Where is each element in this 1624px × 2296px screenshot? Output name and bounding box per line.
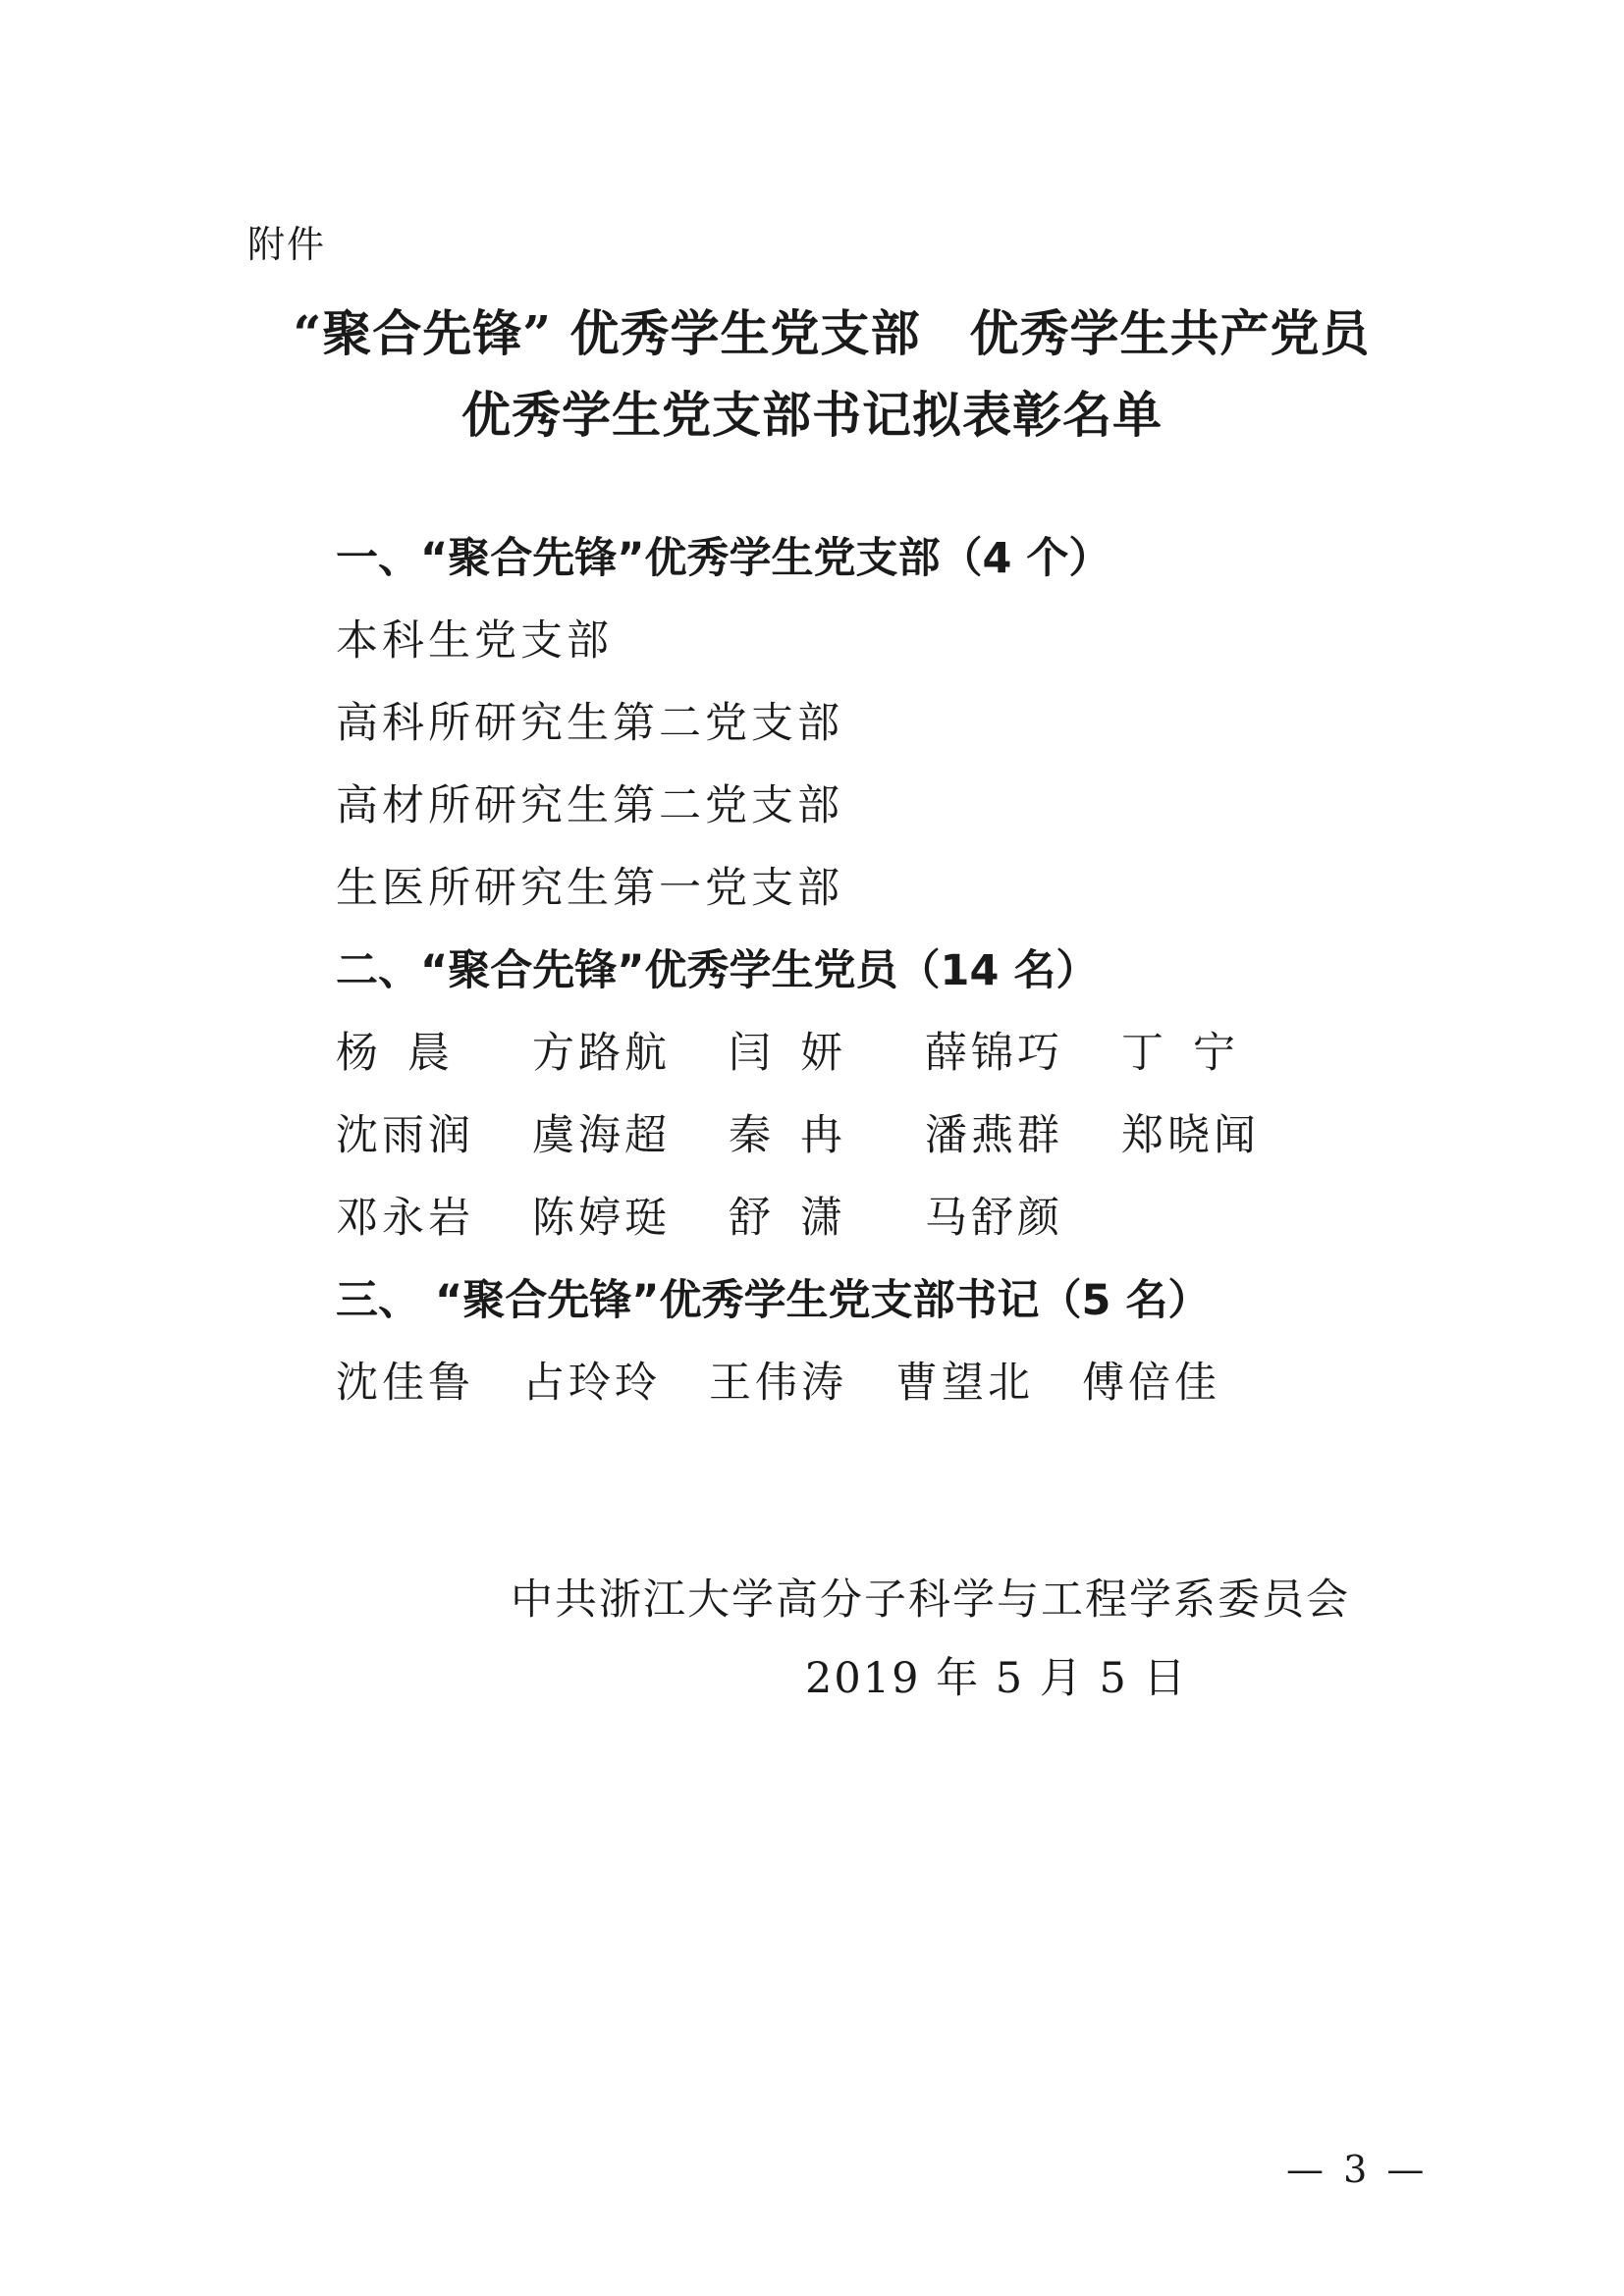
secretary-name: 王伟涛 [709, 1359, 847, 1408]
names-row [336, 1025, 1367, 1107]
list-item: 高科所研究生第二党支部 [336, 699, 843, 748]
member-name: 丁宁 [1121, 1029, 1265, 1078]
secretary-name: 沈佳鲁 [336, 1359, 474, 1408]
member-name: 闫妍 [729, 1029, 872, 1078]
secretary-name: 曹望北 [895, 1359, 1034, 1408]
list-item: 高材所研究生第二党支部 [336, 781, 843, 830]
member-name: 薛锦巧 [925, 1029, 1063, 1078]
secretary-name: 占玲玲 [522, 1359, 661, 1408]
member-name: 陈婷珽 [532, 1194, 671, 1243]
title-part-2: 优秀学生共产党员 [969, 304, 1371, 362]
member-name: 沈雨润 [336, 1111, 474, 1160]
member-name: 方路航 [532, 1029, 671, 1078]
member-name: 邓永岩 [336, 1194, 474, 1243]
section-heading-branches: 一、“聚合先锋”优秀学生党支部（4 个） [336, 534, 1111, 583]
document-body [336, 530, 1367, 1437]
member-name: 舒潇 [729, 1194, 872, 1243]
names-row [336, 1355, 1367, 1437]
names-row [336, 1190, 1367, 1272]
list-item: 本科生党支部 [336, 616, 613, 666]
member-name: 杨晨 [336, 1029, 479, 1078]
member-name: 郑晓闻 [1121, 1111, 1260, 1160]
section-heading-members: 二、“聚合先锋”优秀学生党员（14 名） [336, 946, 1099, 995]
member-name: 虞海超 [532, 1111, 671, 1160]
page-number: — 3 — [1286, 2148, 1429, 2191]
signature-date: 2019 年 5 月 5 日 [805, 1654, 1188, 1703]
names-row [336, 1107, 1367, 1190]
document-title-line-2: 优秀学生党支部书记拟表彰名单 [461, 386, 1163, 444]
section-heading-secretaries: 三、 “聚合先锋”优秀学生党支部书记（5 名） [336, 1276, 1211, 1325]
member-name: 潘燕群 [925, 1111, 1063, 1160]
member-name: 马舒颜 [925, 1194, 1063, 1243]
list-item: 生医所研究生第一党支部 [336, 864, 843, 913]
attachment-label: 附件 [247, 223, 327, 266]
document-title-line-1 [20, 294, 1624, 365]
member-name: 秦冉 [729, 1111, 872, 1160]
secretary-name: 傅倍佳 [1082, 1359, 1220, 1408]
title-part-1: “聚合先锋” 优秀学生党支部 [293, 304, 921, 362]
signature-organization: 中共浙江大学高分子科学与工程学系委员会 [511, 1575, 1350, 1625]
